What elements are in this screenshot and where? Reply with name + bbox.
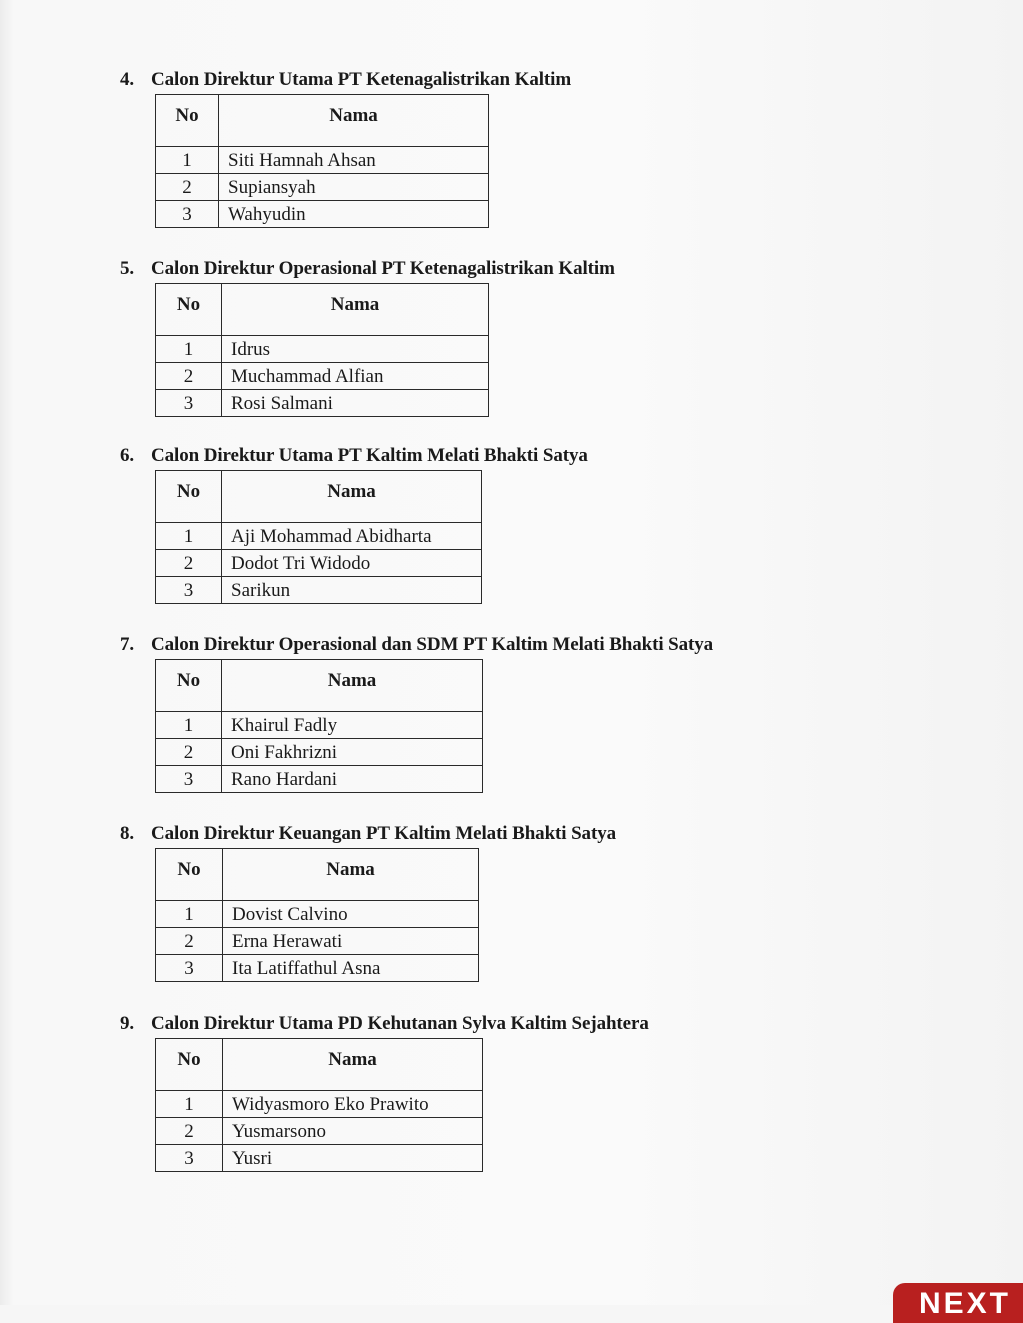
candidate-name: Dovist Calvino [223, 901, 479, 928]
column-header-no: No [156, 284, 222, 336]
candidate-name: Ita Latiffathul Asna [223, 955, 479, 982]
section-5 [120, 258, 615, 417]
row-number: 3 [156, 390, 222, 417]
section-title: Calon Direktur Utama PD Kehutanan Sylva Kaltim Sejahtera [151, 1013, 649, 1034]
section-9 [120, 1013, 649, 1172]
section-8 [120, 823, 616, 982]
candidate-name: Sarikun [222, 577, 482, 604]
candidate-name: Siti Hamnah Ahsan [219, 147, 489, 174]
row-number: 2 [156, 928, 223, 955]
row-number: 2 [156, 174, 219, 201]
section-number: 7. [120, 634, 135, 655]
section-7 [120, 634, 713, 793]
column-header-nama: Nama [222, 284, 489, 336]
candidate-name: Supiansyah [219, 174, 489, 201]
table-row [156, 739, 483, 766]
candidate-table [155, 470, 482, 604]
candidate-table [155, 283, 489, 417]
candidate-table [155, 94, 489, 228]
row-number: 3 [156, 955, 223, 982]
table-row [156, 1091, 483, 1118]
candidate-name: Oni Fakhrizni [222, 739, 483, 766]
table-row [156, 550, 482, 577]
row-number: 3 [156, 1145, 223, 1172]
table-header-row [156, 849, 479, 901]
candidate-table [155, 659, 483, 793]
candidate-name: Wahyudin [219, 201, 489, 228]
column-header-no: No [156, 660, 222, 712]
table-row [156, 1145, 483, 1172]
table-row [156, 390, 489, 417]
section-title: Calon Direktur Operasional dan SDM PT Kaltim Melati Bhakti Satya [151, 634, 714, 655]
section-title: Calon Direktur Utama PT Ketenagalistrikan Kaltim [151, 69, 572, 90]
section-heading [120, 258, 615, 280]
section-heading [120, 1013, 649, 1035]
section-number: 4. [120, 69, 135, 90]
table-row [156, 174, 489, 201]
column-header-nama: Nama [223, 1039, 483, 1091]
table-header-row [156, 660, 483, 712]
section-heading [120, 823, 616, 845]
table-header-row [156, 471, 482, 523]
section-heading [120, 634, 713, 656]
row-number: 1 [156, 523, 222, 550]
candidate-name: Khairul Fadly [222, 712, 483, 739]
row-number: 1 [156, 147, 219, 174]
table-header-row [156, 95, 489, 147]
candidate-name: Rano Hardani [222, 766, 483, 793]
row-number: 1 [156, 901, 223, 928]
row-number: 2 [156, 1118, 223, 1145]
section-number: 8. [120, 823, 135, 844]
table-row [156, 363, 489, 390]
column-header-nama: Nama [222, 660, 483, 712]
row-number: 2 [156, 739, 222, 766]
section-title: Calon Direktur Keuangan PT Kaltim Melati Bhakti Satya [151, 823, 616, 844]
candidate-name: Yusmarsono [223, 1118, 483, 1145]
row-number: 1 [156, 1091, 223, 1118]
section-title: Calon Direktur Operasional PT Ketenagalistrikan Kaltim [151, 258, 615, 279]
table-row [156, 577, 482, 604]
row-number: 2 [156, 550, 222, 577]
section-heading [120, 445, 588, 467]
column-header-no: No [156, 1039, 223, 1091]
column-header-nama: Nama [222, 471, 482, 523]
candidate-name: Erna Herawati [223, 928, 479, 955]
column-header-nama: Nama [219, 95, 489, 147]
section-title: Calon Direktur Utama PT Kaltim Melati Bhakti Satya [151, 445, 588, 466]
candidate-name: Idrus [222, 336, 489, 363]
table-row [156, 1118, 483, 1145]
section-number: 9. [120, 1013, 135, 1034]
column-header-no: No [156, 95, 219, 147]
candidate-name: Aji Mohammad Abidharta [222, 523, 482, 550]
table-row [156, 523, 482, 550]
column-header-no: No [156, 849, 223, 901]
table-row [156, 336, 489, 363]
row-number: 1 [156, 712, 222, 739]
table-header-row [156, 284, 489, 336]
candidate-table [155, 848, 479, 982]
column-header-nama: Nama [223, 849, 479, 901]
section-number: 5. [120, 258, 135, 279]
row-number: 2 [156, 363, 222, 390]
table-row [156, 201, 489, 228]
table-row [156, 928, 479, 955]
table-row [156, 955, 479, 982]
section-number: 6. [120, 445, 135, 466]
table-header-row [156, 1039, 483, 1091]
candidate-name: Dodot Tri Widodo [222, 550, 482, 577]
section-heading [120, 69, 571, 91]
column-header-no: No [156, 471, 222, 523]
candidate-table [155, 1038, 483, 1172]
table-row [156, 766, 483, 793]
next-button[interactable]: NEXT [893, 1283, 1023, 1323]
section-4 [120, 69, 571, 228]
candidate-name: Widyasmoro Eko Prawito [223, 1091, 483, 1118]
candidate-name: Rosi Salmani [222, 390, 489, 417]
row-number: 1 [156, 336, 222, 363]
candidate-name: Muchammad Alfian [222, 363, 489, 390]
table-row [156, 901, 479, 928]
row-number: 3 [156, 766, 222, 793]
table-row [156, 712, 483, 739]
candidate-name: Yusri [223, 1145, 483, 1172]
table-row [156, 147, 489, 174]
row-number: 3 [156, 577, 222, 604]
section-6 [120, 445, 588, 604]
row-number: 3 [156, 201, 219, 228]
